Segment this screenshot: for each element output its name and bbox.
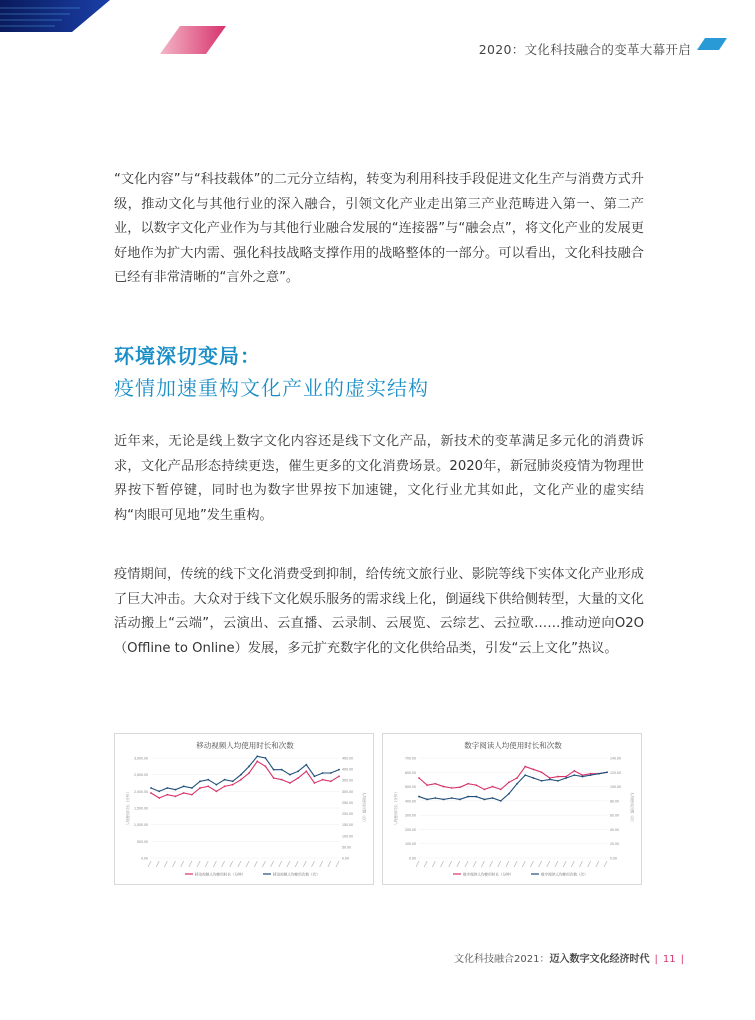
y-left-tick-label: 0.00 xyxy=(409,856,416,861)
data-point xyxy=(443,786,445,788)
data-point xyxy=(224,785,226,787)
data-point xyxy=(557,776,559,778)
x-tick-mark xyxy=(189,861,192,867)
x-tick-mark xyxy=(303,861,306,867)
footer-report-title-bold: 迈入数字文化经济时代 xyxy=(549,954,650,965)
chart-digital-reading-svg xyxy=(383,734,643,886)
data-point xyxy=(549,779,551,781)
body-paragraph-1: “文化内容”与“科技载体”的二元分立结构，转变为利用科技手段促进文化生产与消费方式升级，推动文化与其他行业的深入融合，引领文化产业走出第三产业范畴进入第一、第二产业，以数字文化产业作为与其他行业融合发展的“连接器”与“融会点”，将文化产业的发展更好地作为扩大内需、强化科技战略支撑作用的战略整体的一部分。可以看出，文化科技融合已经有非常清晰的“言外之意”。 xyxy=(114,172,644,285)
x-tick-mark xyxy=(230,861,233,867)
y-left-tick-label: 400.00 xyxy=(405,799,416,804)
chart-mobile-video-svg xyxy=(115,734,375,886)
y-left-tick-label: 600.00 xyxy=(405,770,416,775)
x-tick-mark xyxy=(424,861,427,867)
data-point xyxy=(215,784,217,786)
data-point xyxy=(232,784,234,786)
data-point xyxy=(305,770,307,772)
y-right-tick-label: 400.00 xyxy=(342,767,353,772)
x-tick-mark xyxy=(328,861,331,867)
x-tick-mark xyxy=(563,861,566,867)
data-point xyxy=(524,766,526,768)
header-decoration-pink-parallelogram xyxy=(160,26,226,54)
data-point xyxy=(492,786,494,788)
y-left-tick-label: 1,000.00 xyxy=(134,823,148,828)
y-right-tick-label: 0.00 xyxy=(610,856,617,861)
data-point xyxy=(565,777,567,779)
body-paragraph-2: 近年来，无论是线上数字文化内容还是线下文化产品，新技术的变革满足多元化的消费诉求，文化产品形态持续更迭，催生更多的文化消费场景。2020年，新冠肺炎疫情为物理世界按下暂停键，同时也为数字世界按下加速键，文化行业尤其如此，文化产业的虚实结构“肉眼可见地”发生重构。 xyxy=(114,434,644,523)
x-tick-mark xyxy=(449,861,452,867)
y-left-tick-label: 500.00 xyxy=(137,839,148,844)
x-tick-mark xyxy=(579,861,582,867)
data-point xyxy=(175,795,177,797)
chart-title: 数字阅读人均使用时长和次数 xyxy=(464,741,562,750)
x-tick-mark xyxy=(279,861,282,867)
data-point xyxy=(573,774,575,776)
data-point xyxy=(598,773,600,775)
x-tick-mark xyxy=(320,861,323,867)
data-point xyxy=(573,770,575,772)
data-point xyxy=(314,782,316,784)
data-point xyxy=(434,797,436,799)
footer-separator-end: | xyxy=(680,954,684,965)
data-point xyxy=(524,774,526,776)
x-tick-mark xyxy=(457,861,460,867)
section-title: 环境深切变局： xyxy=(114,344,261,368)
y-right-axis-label: 人均使用次数（次） xyxy=(362,791,366,825)
data-point xyxy=(305,764,307,766)
x-tick-mark xyxy=(490,861,493,867)
x-tick-mark xyxy=(416,861,419,867)
data-point xyxy=(150,787,152,789)
data-point xyxy=(459,799,461,801)
data-point xyxy=(418,796,420,798)
data-point xyxy=(166,787,168,789)
y-right-tick-label: 20.00 xyxy=(610,842,619,847)
y-left-tick-label: 300.00 xyxy=(405,813,416,818)
x-tick-mark xyxy=(262,861,265,867)
x-tick-mark xyxy=(197,861,200,867)
x-tick-mark xyxy=(506,861,509,867)
y-right-tick-label: 60.00 xyxy=(610,813,619,818)
x-tick-mark xyxy=(571,861,574,867)
data-point xyxy=(224,779,226,781)
data-point xyxy=(541,780,543,782)
data-point xyxy=(475,796,477,798)
x-tick-mark xyxy=(441,861,444,867)
legend-label: 数字阅读人均使用时长（分钟） xyxy=(463,872,514,877)
data-point xyxy=(158,790,160,792)
x-tick-mark xyxy=(604,861,607,867)
data-point xyxy=(297,777,299,779)
data-point xyxy=(297,770,299,772)
running-header-title: 2020：文化科技融合的变革大幕开启 xyxy=(478,42,691,57)
x-tick-mark xyxy=(539,861,542,867)
y-right-tick-label: 100.00 xyxy=(342,834,353,839)
data-point xyxy=(500,789,502,791)
y-left-tick-label: 200.00 xyxy=(405,827,416,832)
data-point xyxy=(289,774,291,776)
x-tick-mark xyxy=(156,861,159,867)
page-number: 11 xyxy=(662,954,676,965)
data-point xyxy=(314,775,316,777)
data-point xyxy=(483,789,485,791)
x-tick-mark xyxy=(246,861,249,867)
x-tick-mark xyxy=(205,861,208,867)
data-point xyxy=(533,769,535,771)
data-point xyxy=(451,787,453,789)
data-point xyxy=(158,797,160,799)
data-point xyxy=(508,793,510,795)
data-point xyxy=(183,792,185,794)
data-point xyxy=(500,800,502,802)
y-left-tick-label: 3,000.00 xyxy=(134,756,148,761)
y-left-tick-label: 2,500.00 xyxy=(134,773,148,778)
data-point xyxy=(273,769,275,771)
x-tick-mark xyxy=(530,861,533,867)
data-point xyxy=(459,786,461,788)
x-tick-mark xyxy=(213,861,216,867)
data-point xyxy=(248,765,250,767)
data-point xyxy=(606,771,608,773)
data-point xyxy=(557,780,559,782)
y-right-tick-label: 80.00 xyxy=(610,799,619,804)
data-point xyxy=(150,792,152,794)
x-tick-mark xyxy=(295,861,298,867)
chart-mobile-video xyxy=(114,733,374,885)
data-point xyxy=(256,760,258,762)
data-point xyxy=(434,783,436,785)
footer-report-title-prefix: 文化科技融合2021： xyxy=(454,954,550,965)
data-point xyxy=(273,777,275,779)
x-tick-mark xyxy=(311,861,314,867)
x-tick-mark xyxy=(473,861,476,867)
data-point xyxy=(191,794,193,796)
y-right-tick-label: 150.00 xyxy=(342,823,353,828)
data-point xyxy=(467,796,469,798)
data-point xyxy=(516,783,518,785)
x-tick-mark xyxy=(238,861,241,867)
data-point xyxy=(330,772,332,774)
data-point xyxy=(426,799,428,801)
data-point xyxy=(322,779,324,781)
section-subtitle: 疫情加速重构文化产业的虚实结构 xyxy=(114,376,429,400)
data-point xyxy=(541,771,543,773)
x-tick-mark xyxy=(164,861,167,867)
x-tick-mark xyxy=(222,861,225,867)
y-right-tick-label: 300.00 xyxy=(342,789,353,794)
chart-title: 移动视频人均使用时长和次数 xyxy=(196,741,294,750)
data-point xyxy=(483,799,485,801)
data-point xyxy=(289,782,291,784)
y-right-tick-label: 50.00 xyxy=(342,845,351,850)
data-point xyxy=(207,779,209,781)
body-paragraph-3: 疫情期间，传统的线下文化消费受到抑制，给传统文旅行业、影院等线下实体文化产业形成了巨大冲击。大众对于线下文化娱乐服务的需求线上化，倒逼线下供给侧转型，大量的文化活动搬上“云端”，云演出、云直播、云录制、云展览、云综艺、云拉歌……推动逆向O2O（Offline to Online）发展，多元扩充数字化的文化供给品类，引发“云上文化”热议。 xyxy=(114,567,644,656)
y-left-tick-label: 0.00 xyxy=(141,856,148,861)
data-point xyxy=(508,781,510,783)
y-right-axis-label: 人均使用次数（次） xyxy=(630,791,634,825)
data-point xyxy=(281,769,283,771)
y-right-tick-label: 450.00 xyxy=(342,756,353,761)
x-tick-mark xyxy=(465,861,468,867)
data-point xyxy=(191,787,193,789)
data-point xyxy=(330,780,332,782)
x-tick-mark xyxy=(547,861,550,867)
y-left-tick-label: 2,000.00 xyxy=(134,789,148,794)
data-point xyxy=(248,772,250,774)
data-point xyxy=(516,777,518,779)
data-point xyxy=(215,790,217,792)
data-point xyxy=(426,784,428,786)
y-right-tick-label: 250.00 xyxy=(342,800,353,805)
x-tick-mark xyxy=(336,861,339,867)
legend-label: 数字阅读人均使用次数（次） xyxy=(541,872,588,877)
data-point xyxy=(232,780,234,782)
y-left-axis-label: 人均使用时长（分钟） xyxy=(126,790,130,826)
legend-label: 移动视频人均使用时长（分钟） xyxy=(195,872,246,877)
x-tick-mark xyxy=(596,861,599,867)
series-line xyxy=(419,767,607,790)
data-point xyxy=(175,789,177,791)
data-point xyxy=(443,799,445,801)
data-point xyxy=(183,785,185,787)
x-tick-mark xyxy=(588,861,591,867)
data-point xyxy=(265,757,267,759)
x-tick-mark xyxy=(498,861,501,867)
y-right-tick-label: 100.00 xyxy=(610,785,621,790)
y-left-tick-label: 700.00 xyxy=(405,756,416,761)
data-point xyxy=(492,797,494,799)
y-left-tick-label: 500.00 xyxy=(405,785,416,790)
data-point xyxy=(338,775,340,777)
footer-separator: | xyxy=(654,954,658,965)
data-point xyxy=(240,774,242,776)
x-tick-mark xyxy=(287,861,290,867)
data-point xyxy=(475,784,477,786)
x-tick-mark xyxy=(148,861,151,867)
x-tick-mark xyxy=(555,861,558,867)
data-point xyxy=(265,765,267,767)
data-point xyxy=(590,774,592,776)
y-right-tick-label: 140.00 xyxy=(610,756,621,761)
y-right-tick-label: 0.00 xyxy=(342,856,349,861)
x-tick-mark xyxy=(254,861,257,867)
data-point xyxy=(166,794,168,796)
data-point xyxy=(322,772,324,774)
y-right-tick-label: 350.00 xyxy=(342,778,353,783)
data-point xyxy=(533,777,535,779)
data-point xyxy=(582,776,584,778)
data-point xyxy=(199,780,201,782)
x-tick-mark xyxy=(514,861,517,867)
header-decoration-stripes xyxy=(0,0,110,40)
header-decoration-blue-parallelogram xyxy=(697,38,727,50)
data-point xyxy=(240,779,242,781)
y-right-tick-label: 40.00 xyxy=(610,827,619,832)
data-point xyxy=(199,787,201,789)
x-tick-mark xyxy=(432,861,435,867)
data-point xyxy=(418,777,420,779)
y-right-tick-label: 120.00 xyxy=(610,770,621,775)
series-line xyxy=(151,756,339,791)
data-point xyxy=(281,779,283,781)
data-point xyxy=(467,783,469,785)
y-left-axis-label: 人均使用时长（分钟） xyxy=(394,790,398,826)
y-left-tick-label: 100.00 xyxy=(405,842,416,847)
x-tick-mark xyxy=(522,861,525,867)
x-tick-mark xyxy=(271,861,274,867)
data-point xyxy=(207,785,209,787)
data-point xyxy=(338,769,340,771)
page-footer xyxy=(454,950,689,965)
chart-digital-reading xyxy=(382,733,642,885)
x-tick-mark xyxy=(181,861,184,867)
y-left-tick-label: 1,500.00 xyxy=(134,806,148,811)
data-point xyxy=(451,797,453,799)
x-tick-mark xyxy=(481,861,484,867)
data-point xyxy=(256,755,258,757)
x-tick-mark xyxy=(173,861,176,867)
series-line xyxy=(151,761,339,798)
legend-label: 移动视频人均使用次数（次） xyxy=(273,872,320,877)
y-right-tick-label: 200.00 xyxy=(342,812,353,817)
